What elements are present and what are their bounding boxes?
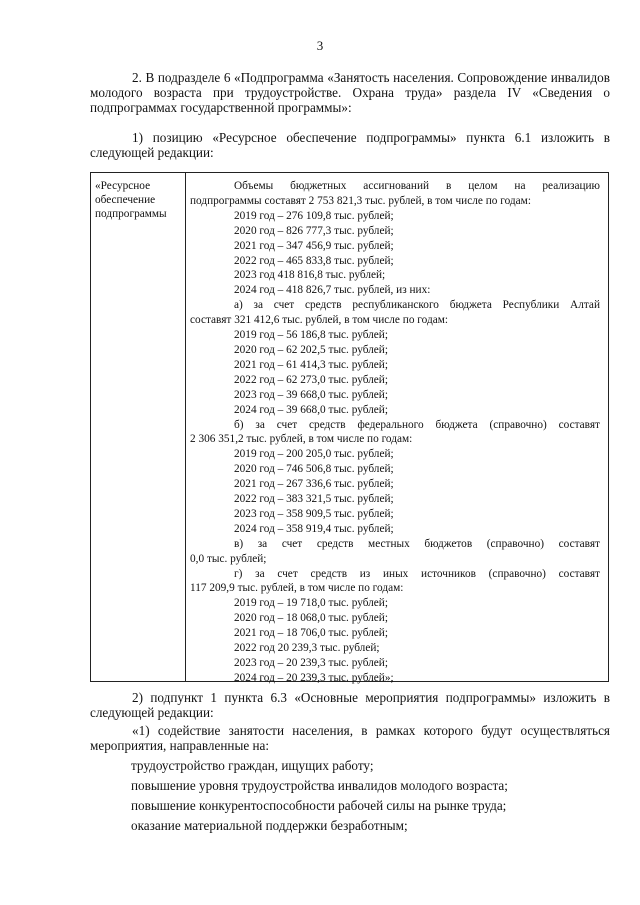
page-number: 3 <box>316 38 324 53</box>
table-line: 2019 год – 200 205,0 тыс. рублей; <box>234 448 394 461</box>
table-line: 2024 год – 418 826,7 тыс. рублей, из них: <box>234 284 431 297</box>
resource-table <box>90 172 609 682</box>
table-line: Объемы бюджетных ассигнований в целом на реализацию <box>234 180 600 192</box>
table-column-divider <box>185 173 186 681</box>
table-line: 2023 год – 39 668,0 тыс. рублей; <box>234 388 388 401</box>
table-line: 2019 год – 276 109,8 тыс. рублей; <box>234 209 394 222</box>
paragraph-subitem: 2) подпункт 1 пункта 6.3 «Основные мероприятия подпрограммы» изложить в следующей редакции: <box>90 690 610 720</box>
table-line: 2022 год – 62 273,0 тыс. рублей; <box>234 373 388 386</box>
list-item: трудоустройство граждан, ищущих работу; <box>131 758 374 773</box>
table-line: 2023 год – 20 239,3 тыс. рублей; <box>234 657 388 669</box>
table-line: 2 306 351,2 тыс. рублей, в том числе по годам: <box>190 433 413 446</box>
table-line: в) за счет средств местных бюджетов (справочно) составят <box>234 537 600 550</box>
table-line: 2020 год – 826 777,3 тыс. рублей; <box>234 224 394 237</box>
table-label-line: подпрограммы <box>95 208 167 220</box>
paragraph-employment: «1) содействие занятости населения, в рамках которого будут осуществляться мероприятия, направленные на: <box>90 723 610 753</box>
table-line: 2020 год – 746 506,8 тыс. рублей; <box>234 463 394 476</box>
table-line: 2024 год – 358 919,4 тыс. рублей; <box>234 522 394 535</box>
table-line: б) за счет средств федерального бюджета (справочно) составят <box>234 418 600 431</box>
table-line: 2022 год – 383 321,5 тыс. рублей; <box>234 493 394 506</box>
list-item: повышение конкурентоспособности рабочей силы на рынке труда; <box>131 798 507 813</box>
table-line: 2022 год 20 239,3 тыс. рублей; <box>234 642 380 655</box>
table-label-line: «Ресурсное <box>95 180 151 192</box>
table-line: 2023 год 418 816,8 тыс. рублей; <box>234 269 386 282</box>
table-line: а) за счет средств республиканского бюджета Республики Алтай <box>234 299 600 312</box>
table-line: 2023 год – 358 909,5 тыс. рублей; <box>234 507 394 520</box>
list-item: повышение уровня трудоустройства инвалидов молодого возраста; <box>131 778 508 793</box>
table-label-cell <box>95 179 183 221</box>
table-line: составят 321 412,6 тыс. рублей, в том числе по годам: <box>190 314 449 327</box>
table-line: 2024 год – 39 668,0 тыс. рублей; <box>234 403 388 416</box>
table-line: 2022 год – 465 833,8 тыс. рублей; <box>234 254 394 267</box>
table-line: 2021 год – 267 336,6 тыс. рублей; <box>234 478 394 491</box>
table-line: 0,0 тыс. рублей; <box>190 552 267 565</box>
table-line: г) за счет средств из иных источников (справочно) составят <box>234 567 600 580</box>
table-line: 2019 год – 56 186,8 тыс. рублей; <box>234 329 388 342</box>
table-content-cell <box>190 179 600 686</box>
paragraph-position-item: 1) позицию «Ресурсное обеспечение подпрограммы» пункта 6.1 изложить в следующей редакции: <box>90 130 610 160</box>
table-label-line: обеспечение <box>95 194 156 206</box>
table-line: 2021 год – 347 456,9 тыс. рублей; <box>234 239 394 252</box>
table-line: 2024 год – 20 239,3 тыс. рублей»; <box>234 671 394 684</box>
table-line: 2019 год – 19 718,0 тыс. рублей; <box>234 597 388 610</box>
table-line: 117 209,9 тыс. рублей, в том числе по годам: <box>190 582 404 595</box>
table-line: 2021 год – 61 414,3 тыс. рублей; <box>234 358 388 371</box>
list-item: оказание материальной поддержки безработным; <box>131 818 408 833</box>
paragraph-section-intro: 2. В подразделе 6 «Подпрограмма «Занятость населения. Сопровождение инвалидов молодого возраста при трудоустройстве. Охрана труда» раздела IV «Сведения о подпрограммах государственной программы»: <box>90 70 610 115</box>
table-line: подпрограммы составят 2 753 821,3 тыс. рублей, в том числе по годам: <box>190 194 531 207</box>
table-line: 2020 год – 18 068,0 тыс. рублей; <box>234 612 388 625</box>
table-line: 2021 год – 18 706,0 тыс. рублей; <box>234 627 388 640</box>
table-line: 2020 год – 62 202,5 тыс. рублей; <box>234 343 388 356</box>
